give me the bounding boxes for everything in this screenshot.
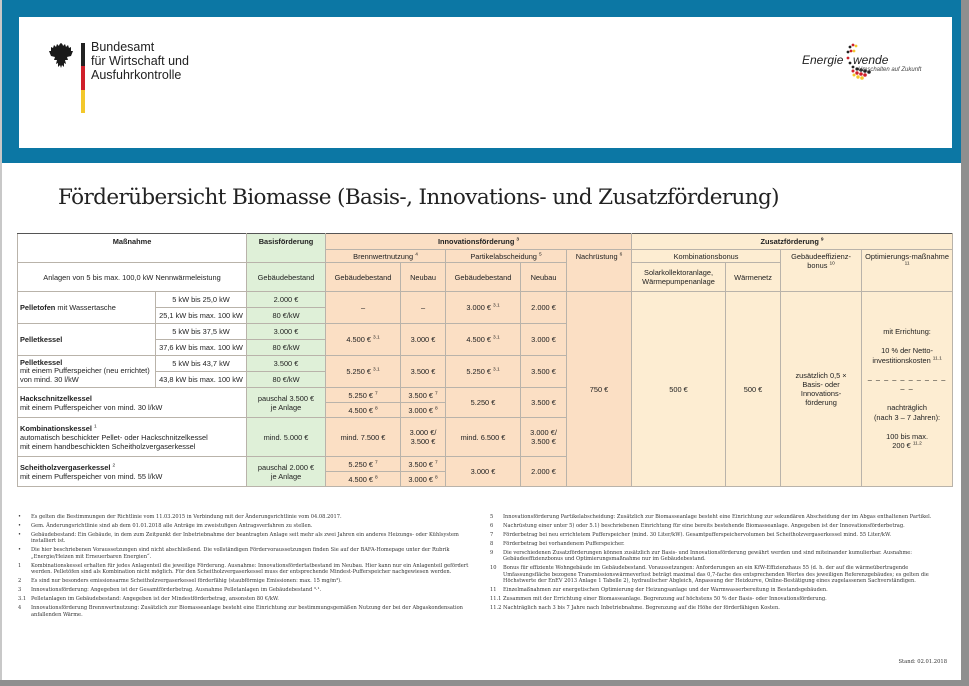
range-cell: 43,8 kW bis max. 100 kW [156, 372, 247, 388]
footnote-text: Gem. Änderungsrichtlinie sind ab dem 01.01.2018 alle Anträge im zweistufigen Antragsverfahren zu stellen. [31, 523, 313, 529]
footnote-key: 5 [490, 514, 494, 520]
bw-nb-cell: 3.500 € $^7$ [401, 457, 446, 472]
bw-gb-cell: 5.250 € $^{3.1}$ [326, 356, 401, 388]
footnote [18, 596, 473, 602]
header-waermenetz: Wärmenetz [726, 263, 781, 292]
header-bw-gb: Gebäudebestand [326, 263, 401, 292]
header-panel [19, 17, 952, 148]
header-bw-nb: Neubau [401, 263, 446, 292]
header-innovation: Innovationsförderung $^3$ [326, 234, 632, 250]
footnote [18, 514, 473, 520]
row-name-pelletkessel: Pelletkessel [18, 324, 156, 356]
footnote [18, 563, 473, 576]
bafa-line: Bundesamt [91, 40, 155, 54]
pa-nb-cell: 2.000 € [521, 457, 567, 487]
range-cell: 25,1 kW bis max. 100 kW [156, 308, 247, 324]
row-name-pelletofen: Pelletofen mit Wassertasche [18, 292, 156, 324]
footnote-text: Gebäudebestand: Ein Gebäude, in dem zum Zeitpunkt der Inbetriebnahme der beantragten Anlage seit mehr als zwei Jahren ein anderes Heizungs- oder Kühlsystem installiert ist. [31, 532, 459, 545]
bw-gb-cell: – [326, 292, 401, 324]
header-row-1 [18, 234, 953, 250]
pa-nb-cell: 3.000 €/ 3.500 € [521, 418, 567, 457]
header-effizienz: Gebäudeeffizienz-bonus $^{10}$ [781, 250, 862, 292]
footnote [490, 532, 948, 538]
footnote-text: Bonus für effiziente Wohngebäude im Gebäudebestand. Voraussetzungen: Anforderungen an ein KfW-Effizienzhaus 55 (d. h. der auf die wärmeübertragende Umfassungsfläche bezogene Transmissionswärmeverlust beträgt maximal das 0,7-fache des entsprechenden Wertes des jeweiligen Referenzgebäudes; es gelten die Höchstwerte der EnEV 2013 Anlage 1 Tabelle 2), hydraulischer Abgleich, Anpassung der Heizkurve, Online-Bestätigung eines zugelassenen Sachverständigen. [503, 565, 929, 585]
energiewende-text-left: Energie [802, 53, 844, 67]
footnote-key: 11 [490, 587, 497, 594]
footnote-key: 1 [18, 562, 22, 569]
footnote-key: 6 [490, 523, 494, 529]
footnote-key: 4 [18, 605, 22, 612]
footnote [490, 565, 948, 584]
basis-cell: 80 €/kW [247, 372, 326, 388]
footnote [18, 587, 473, 593]
bw-nb-cell: 3.000 € $^8$ [401, 472, 446, 487]
pa-gb-cell: 4.500 € $^{3.1}$ [446, 324, 521, 356]
footnote-key: 9 [490, 550, 494, 556]
footnote-text: Nachträglich nach 3 bis 7 Jahre nach Inbetriebnahme. Begrenzung auf die Höhe der förderfähigen Kosten. [503, 605, 780, 612]
footnote-text: Kombinationskessel erhalten für jedes Anlagenteil die jeweilige Förderung. Ausnahme: Innovationsfördertatbestand im Neubau. Hier kann nur ein Anlagenteil gefördert werden. Pelletöfen sind als Kombination nicht möglich. Für den Scheitholzvergaserkessel muss der entsprechende Mindest-Pufferspeicher nachgewiesen werden. [31, 562, 469, 576]
footnote [18, 605, 473, 618]
pa-nb-cell: 3.500 € [521, 388, 567, 418]
scrollbar[interactable] [961, 0, 969, 686]
footnote-key: • [18, 514, 22, 520]
bw-nb-cell: 3.500 € [401, 356, 446, 388]
page-title: Förderübersicht Biomasse (Basis-, Innovations- und Zusatzförderung) [58, 185, 779, 210]
federal-eagle-icon [47, 41, 73, 71]
bafa-logo-text [91, 40, 189, 82]
german-flag-bar [81, 43, 85, 113]
table-row [18, 292, 953, 308]
row-name-kombi: Kombinationskessel $^1$ automatisch beschickter Pellet- oder Hackschnitzelkessel mit einem handbeschickten Scheitholzvergaserkessel [18, 418, 247, 457]
bw-gb-cell: 5.250 € $^7$ [326, 457, 401, 472]
row-name-pelletkessel-puffer: Pelletkessel mit einem Pufferspeicher (neu errichtet) von mind. 30 l/kW [18, 356, 156, 388]
footnote-text: Es sind nur besonders emissionsarme Scheitholzvergaserkessel förderfähig (staubförmige Emissionen: max. 15 mg/m³). [31, 578, 342, 585]
footnote-key: 10 [490, 565, 497, 572]
energiewende-text-right: wende [853, 53, 889, 67]
footnote [490, 587, 948, 593]
header-pa-gb: Gebäudebestand [446, 263, 521, 292]
basis-cell: 2.000 € [247, 292, 326, 308]
footnote-text: Förderbetrag bei neu errichtetem Pufferspeicher (mind. 30 Liter/kW). Gesamtpufferspeichervolumen bei Scheitholzvergaserkessel mind. 55 Liter/kW. [503, 532, 891, 538]
bw-nb-cell: – [401, 292, 446, 324]
basis-cell: pauschal 2.000 € je Anlage [247, 457, 326, 487]
footnote-key: 3 [18, 587, 22, 594]
range-cell: 5 kW bis 25,0 kW [156, 292, 247, 308]
basis-cell: 80 €/kW [247, 340, 326, 356]
footnotes-right [490, 514, 948, 614]
basis-cell: 3.500 € [247, 356, 326, 372]
bw-gb-cell: mind. 7.500 € [326, 418, 401, 457]
footnote [18, 578, 473, 584]
footnote-key: • [18, 532, 22, 538]
pa-gb-cell: 5.250 € [446, 388, 521, 418]
footnote-key: 8 [490, 541, 494, 547]
waermenetz-cell: 500 € [726, 292, 781, 487]
pa-nb-cell: 2.000 € [521, 292, 567, 324]
funding-table [17, 233, 953, 487]
bw-nb-cell: 3.000 € [401, 324, 446, 356]
bw-nb-cell: 3.500 € $^7$ [401, 388, 446, 403]
footnote [490, 550, 948, 563]
bw-gb-cell: 4.500 € $^8$ [326, 472, 401, 487]
header-zusatz: Zusatzförderung $^9$ [632, 234, 953, 250]
footnotes-left [18, 514, 473, 621]
header-nachruestung: Nachrüstung $^6$ [567, 250, 632, 292]
bw-gb-cell: 4.500 € $^8$ [326, 403, 401, 418]
basis-cell: pauschal 3.500 € je Anlage [247, 388, 326, 418]
basis-cell: 3.000 € [247, 324, 326, 340]
footnote [18, 532, 473, 545]
footnote-key: • [18, 547, 22, 554]
header-brennwert: Brennwertnutzung $^4$ [326, 250, 446, 263]
nachruestung-cell: 750 € [567, 292, 632, 487]
header-band [2, 0, 961, 163]
pa-nb-cell: 3.000 € [521, 324, 567, 356]
footnote [490, 523, 948, 529]
page-frame-bottom [0, 680, 969, 686]
stand-date: Stand: 02.01.2018 [898, 659, 947, 665]
header-basis-gb: Gebäudebestand [247, 263, 326, 292]
energiewende-tagline: Umschalten auf Zukunft [858, 67, 922, 73]
footnote [18, 547, 473, 560]
footnote-key: 11.1 [490, 596, 502, 603]
range-cell: 5 kW bis 43,7 kW [156, 356, 247, 372]
optimierung-cell: mit Errichtung: 10 % der Netto- investitionskosten $^{11.1}$ – – – – – – – – – – – – nachträglich (nach 3 – 7 Jahren): 100 bis max. 200 € $^{11.2}$ [862, 292, 953, 487]
header-anlagen: Anlagen von 5 bis max. 100,0 kW Nennwärmeleistung [18, 263, 247, 292]
pa-gb-cell: mind. 6.500 € [446, 418, 521, 457]
bw-nb-cell: 3.000 € $^8$ [401, 403, 446, 418]
footnote [490, 514, 948, 520]
footnote-key: • [18, 523, 22, 529]
footnote-key: 11.2 [490, 605, 502, 612]
footnote-key: 2 [18, 578, 22, 585]
footnote-text: Zusammen mit der Errichtung einer Biomasseanlage. Begrenzung auf höchstens 50 % der Basis- oder Innovationsförderung. [503, 596, 827, 603]
footnote-key: 7 [490, 532, 494, 538]
footnote-text: Einzelmaßnahmen zur energetischen Optimierung der Heizungsanlage und der Warmwasserbereitung in Bestandsgebäuden. [503, 587, 828, 594]
footnote-text: Innovationsförderung: Angegeben ist der Gesamtförderbetrag. Ausnahme Pelletanlagen im Gebäudebestand ³·¹. [31, 587, 322, 594]
bw-gb-cell: 5.250 € $^7$ [326, 388, 401, 403]
row-name-hackschnitzel: Hackschnitzelkessel mit einem Pufferspeicher von mind. 30 l/kW [18, 388, 247, 418]
optimierung-divider: – – – – – – – – – – – – [867, 374, 947, 394]
pa-gb-cell: 3.000 € [446, 457, 521, 487]
footnote-text: Nachrüstung einer unter 5) oder 5.1) beschriebenen Einrichtung für eine bereits bestehende Biomasseanlage. Angegeben ist der Innovationsförderbetrag. [503, 523, 905, 529]
header-pa-nb: Neubau [521, 263, 567, 292]
range-cell: 5 kW bis 37,5 kW [156, 324, 247, 340]
footnote [18, 523, 473, 529]
effizienz-cell: zusätzlich 0,5 × Basis- oder Innovations- förderung [781, 292, 862, 487]
header-partikel: Partikelabscheidung $^5$ [446, 250, 567, 263]
footnote-text: Die verschiedenen Zusatzförderungen können zusätzlich zur Basis- und Innovationsförderung gewährt werden und sind miteinander kumulierbar. Ausnahme: Gebäudeeffizienzbonus und Optimierungsmaßnahme nur im Gebäudebestand. [503, 550, 913, 563]
footnote-text: Innovationsförderung Brennwertnutzung: Zusätzlich zur Biomasseanlage besteht eine Einrichtung zur bestimmungsgemäßen Nutzung der bei der Abgaskondensation anfallenden Wärme. [31, 605, 463, 618]
pa-gb-cell: 5.250 € $^{3.1}$ [446, 356, 521, 388]
range-cell: 37,6 kW bis max. 100 kW [156, 340, 247, 356]
header-massnahme: Maßnahme [18, 234, 247, 263]
basis-cell: mind. 5.000 € [247, 418, 326, 457]
basis-cell: 80 €/kW [247, 308, 326, 324]
header-basis: Basisförderung [247, 234, 326, 263]
header-optimierung: Optimierungs-maßnahme $^{11}$ [862, 250, 953, 292]
footnote-text: Innovationsförderung Partikelabscheidung: Zusätzlich zur Biomasseanlage besteht eine Einrichtung zur sekundären Abscheidung der im Abgas enthaltenen Partikel. [503, 514, 932, 520]
footnote [490, 541, 948, 547]
bafa-line: für Wirtschaft und [91, 54, 189, 68]
pa-gb-cell: 3.000 € $^{3.1}$ [446, 292, 521, 324]
footnote [490, 596, 948, 602]
footnote-text: Die hier beschriebenen Voraussetzungen sind nicht abschließend. Die vollständigen Fördervoraussetzungen finden Sie auf der BAFA-Homepage unter der Rubrik „Energie/Heizen mit Erneuerbaren Energien“. [31, 547, 450, 560]
footnote [490, 605, 948, 611]
bw-nb-cell: 3.000 €/ 3.500 € [401, 418, 446, 457]
solar-cell: 500 € [632, 292, 726, 487]
footnote-text: Pelletanlagen im Gebäudebestand: Angegeben ist der Mindestförderbetrag, ansonsten 80 €/kW. [31, 596, 279, 603]
footnote-key: 3.1 [18, 596, 27, 603]
footnote-text: Förderbetrag bei vorhandenem Pufferspeicher. [503, 541, 625, 547]
bafa-line: Ausfuhrkontrolle [91, 68, 182, 82]
energiewende-logo [802, 43, 932, 93]
row-name-scheitholz: Scheitholzvergaserkessel $^2$ mit einem Pufferspeicher von mind. 55 l/kW [18, 457, 247, 487]
footnote-text: Es gelten die Bestimmungen der Richtlinie vom 11.03.2015 in Verbindung mit der Änderungsrichtlinie vom 04.08.2017. [31, 514, 342, 520]
header-solar: Solarkollektoranlage, Wärmepumpenanlage [632, 263, 726, 292]
header-kombibonus: Kombinationsbonus [632, 250, 781, 263]
pa-nb-cell: 3.500 € [521, 356, 567, 388]
bw-gb-cell: 4.500 € $^{3.1}$ [326, 324, 401, 356]
